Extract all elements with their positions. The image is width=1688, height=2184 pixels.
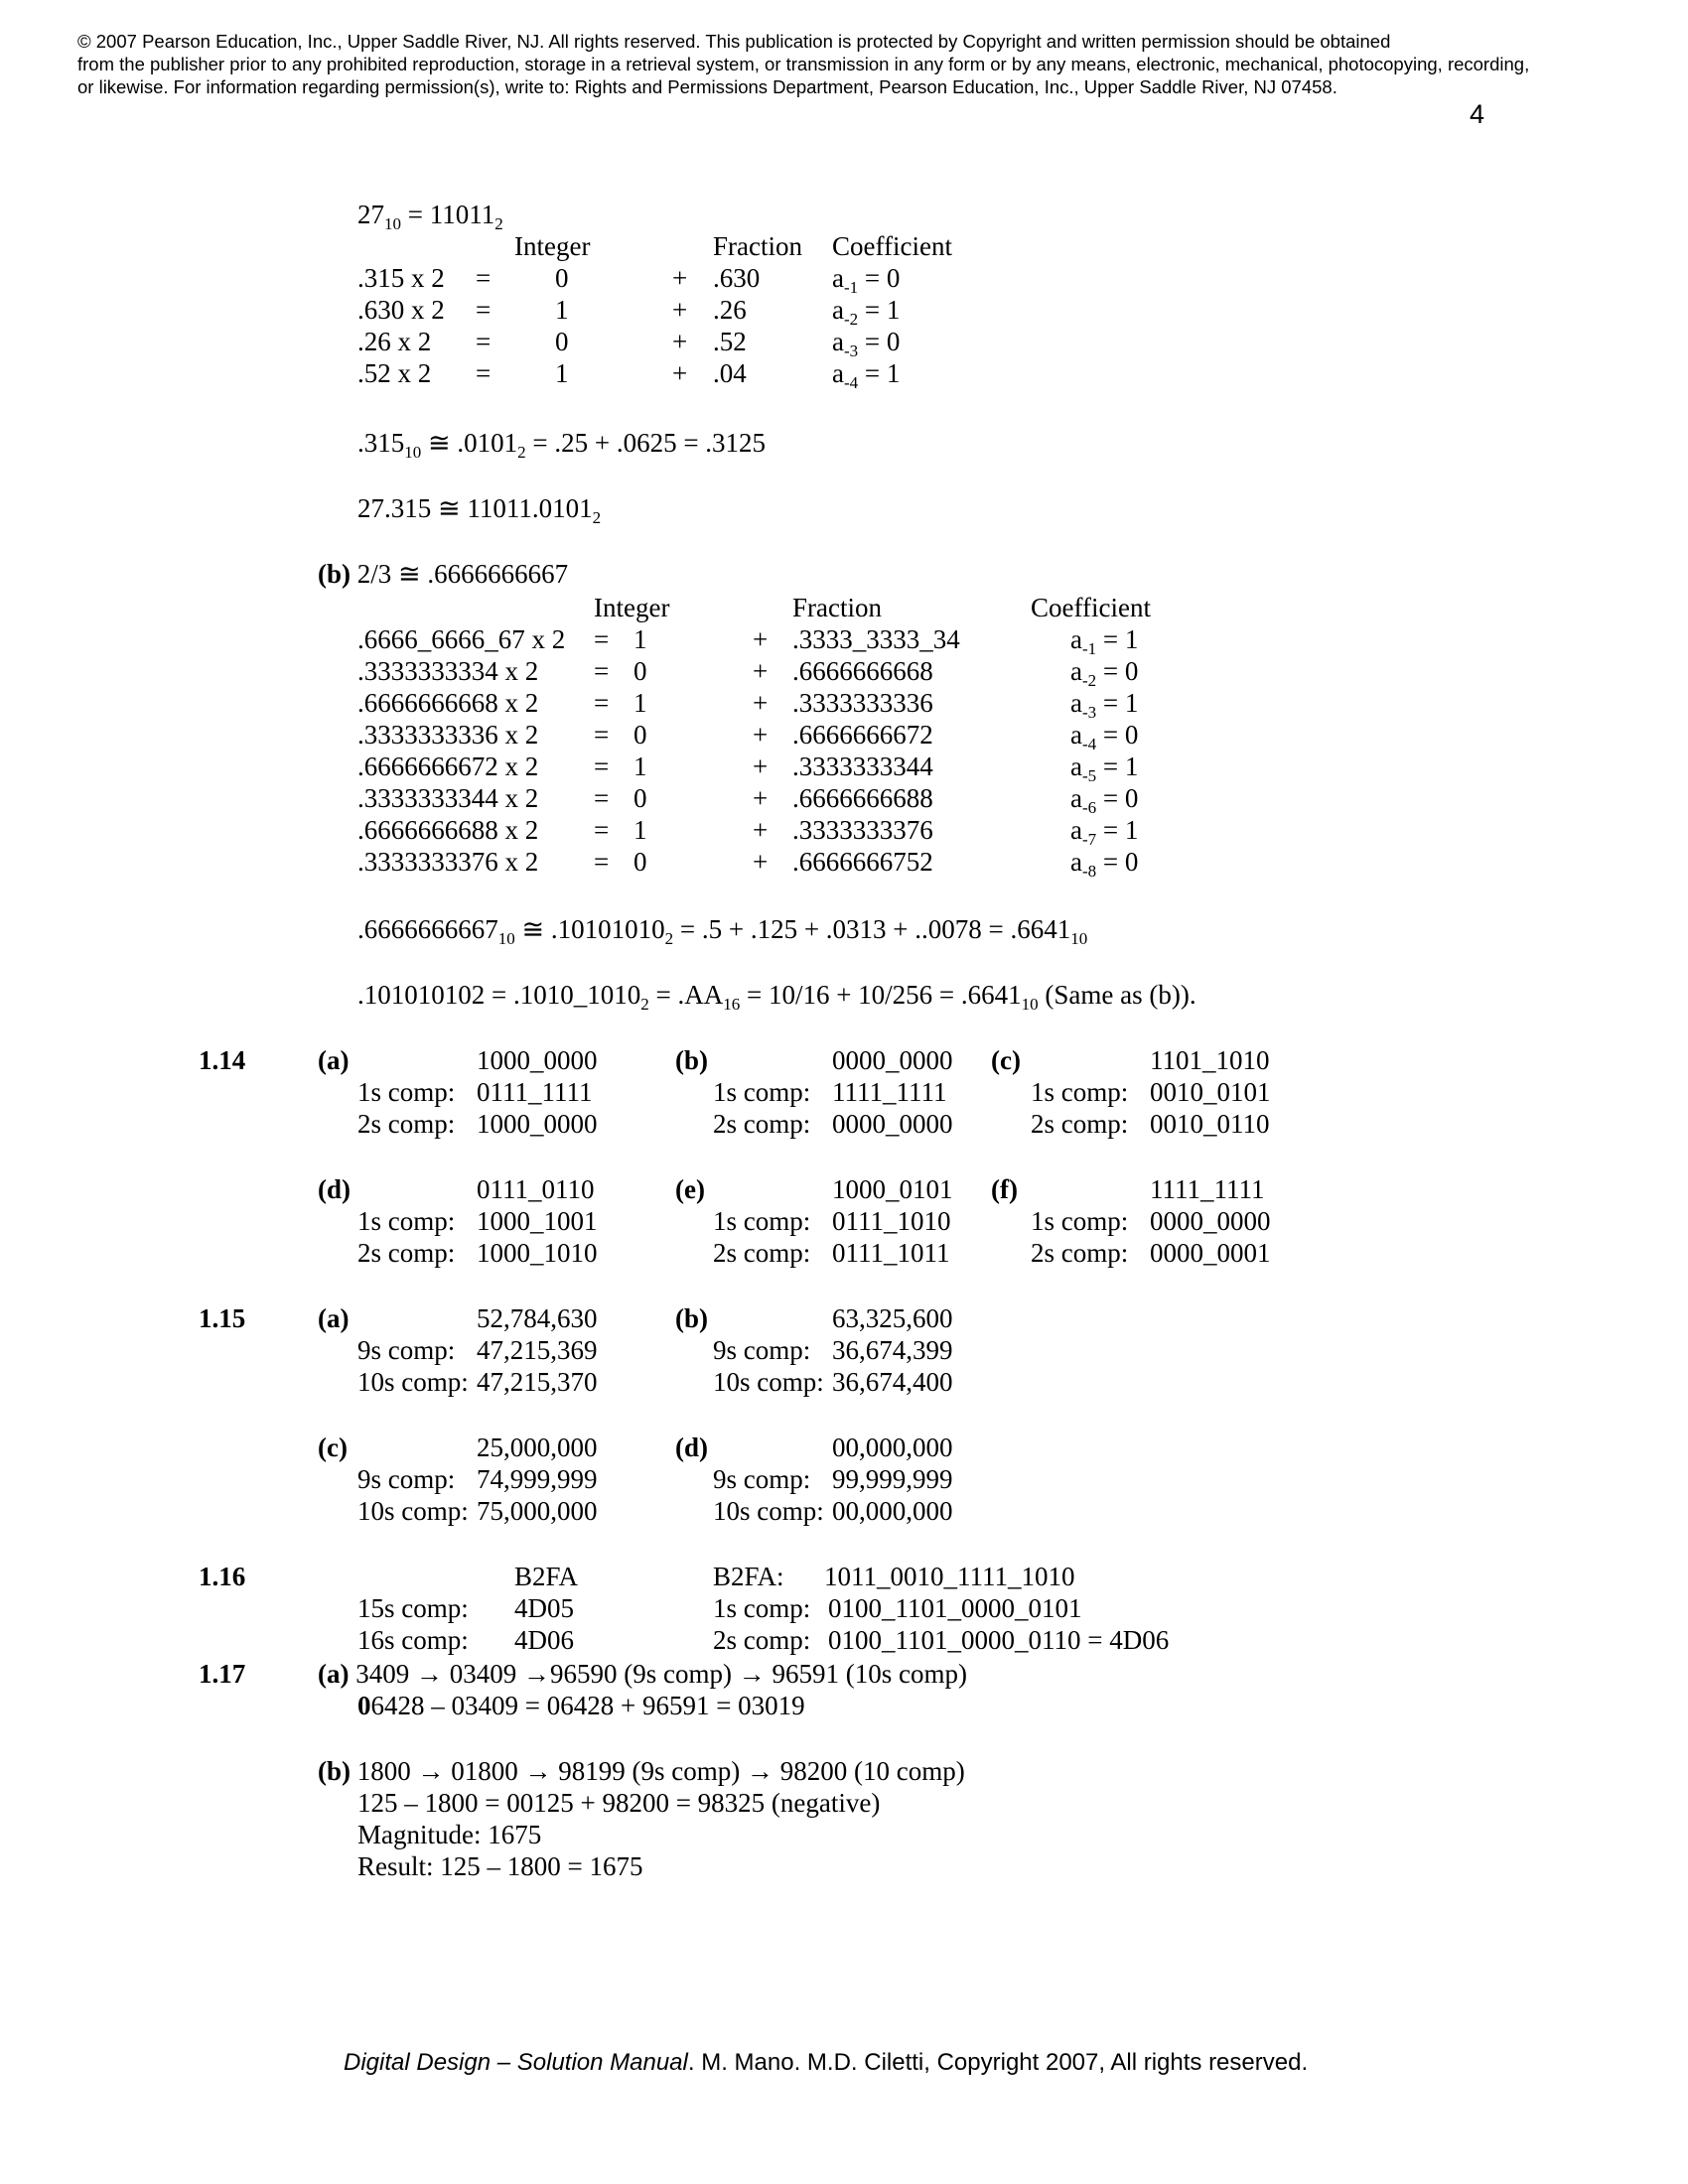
table-b-plus: + (753, 815, 769, 845)
comp-value: 1000_0000 (477, 1109, 598, 1139)
item-label: (b) (675, 1045, 708, 1075)
table-b-frac: .6666666752 (792, 847, 933, 877)
item-value: 0000_0000 (832, 1045, 953, 1075)
header-integer: Integer (514, 231, 591, 261)
item-value: 63,325,600 (832, 1303, 953, 1333)
table-b-frac: .3333333336 (792, 688, 933, 718)
table-b-eq: = (594, 688, 610, 718)
table-b-plus: + (753, 656, 769, 686)
copyright-line: or likewise. For information regarding permission(s), write to: Rights and Permissions Department, Pearson Education, Inc., Upper Saddle River, NJ 07458. (77, 76, 1337, 97)
table-a-plus: + (672, 327, 688, 356)
comp-label: 2s comp: (713, 1109, 811, 1139)
binary-value: 1011_0010_1111_1010 (824, 1562, 1075, 1591)
header-coefficient: Coefficient (832, 231, 952, 261)
comp-label: 1s comp: (357, 1077, 456, 1107)
problem-number: 1.16 (199, 1562, 246, 1591)
table-b-eq: = (594, 751, 610, 781)
comp-value: 99,999,999 (832, 1464, 953, 1494)
item-value: 1111_1111 (1150, 1174, 1265, 1204)
comp-value: 0010_0110 (1150, 1109, 1270, 1139)
table-b-frac: .3333333376 (792, 815, 933, 845)
comp-label: 1s comp: (713, 1206, 811, 1236)
table-b-plus: + (753, 624, 769, 654)
comp-value: 1000_1001 (477, 1206, 598, 1236)
part-b-line-2: 125 – 1800 = 00125 + 98200 = 98325 (negative) (357, 1788, 881, 1818)
comp-label: 1s comp: (1031, 1077, 1129, 1107)
binary-label: B2FA: (713, 1562, 784, 1591)
table-b-frac: .3333333344 (792, 751, 933, 781)
copyright-line: from the publisher prior to any prohibited reproduction, storage in a retrieval system, or transmission in any form or by any means, electronic, mechanical, photocopying, recording, (77, 54, 1530, 74)
page-number: 4 (1470, 99, 1485, 129)
table-b-coef: $a_{-2} = 0$ (1070, 656, 1139, 690)
table-a-frac: .26 (713, 295, 747, 325)
comp-label: 10s comp: (713, 1367, 824, 1397)
item-value: 25,000,000 (477, 1433, 598, 1462)
table-a-plus: + (672, 295, 688, 325)
table-a-expr: .630 x 2 (357, 295, 445, 325)
item-value: 00,000,000 (832, 1433, 953, 1462)
copyright-line: © 2007 Pearson Education, Inc., Upper Saddle River, NJ. All rights reserved. This publication is protected by Copyright and written permission should be obtained (77, 31, 1391, 52)
comp-label: 2s comp: (1031, 1238, 1129, 1268)
comp-value: 36,674,400 (832, 1367, 953, 1397)
table-b-expr: .6666_6666_67 x 2 (357, 624, 566, 654)
comp-value: 1111_1111 (832, 1077, 947, 1107)
table-a-expr: .52 x 2 (357, 358, 432, 388)
comp-label: 1s comp: (713, 1593, 811, 1623)
comp-label: 9s comp: (713, 1464, 811, 1494)
table-b-plus: + (753, 720, 769, 750)
hex-value: B2FA (514, 1562, 579, 1591)
table-b-eq: = (594, 815, 610, 845)
item-label: (c) (318, 1433, 348, 1462)
part-b-result-2: $.101010102 = .1010\_1010_2 = .AA_{16} = 10/16 + 10/256 = .6641_{10}$ (Same as (b)). (357, 980, 1196, 1014)
table-a-eq: = (476, 327, 492, 356)
table-b-coef: $a_{-1} = 1$ (1070, 624, 1139, 658)
header-integer: Integer (594, 593, 670, 622)
table-b-frac: .6666666672 (792, 720, 933, 750)
table-a-eq: = (476, 295, 492, 325)
header-fraction: Fraction (792, 593, 882, 622)
problem-number: 1.15 (199, 1303, 246, 1333)
table-b-coef: $a_{-8} = 0$ (1070, 847, 1139, 881)
comp-value: 47,215,369 (477, 1335, 598, 1365)
table-b-expr: .3333333336 x 2 (357, 720, 539, 750)
table-a-coef: $a_{-4} = 1$ (832, 358, 901, 392)
table-a-int: 0 (555, 327, 569, 356)
table-b-expr: .6666666672 x 2 (357, 751, 539, 781)
table-b-frac: .6666666668 (792, 656, 933, 686)
comp-value: 0010_0101 (1150, 1077, 1271, 1107)
comp-label: 9s comp: (357, 1335, 456, 1365)
comp-value: 0111_1011 (832, 1238, 950, 1268)
table-b-int: 1 (633, 751, 647, 781)
table-b-int: 1 (633, 624, 647, 654)
table-a-coef: $a_{-2} = 1$ (832, 295, 901, 329)
comp-value: 0000_0000 (832, 1109, 953, 1139)
table-a-plus: + (672, 263, 688, 293)
table-b-eq: = (594, 847, 610, 877)
part-b-title: (b) 2/3 ≅ .6666666667 (318, 559, 569, 589)
comp-label: 1s comp: (713, 1077, 811, 1107)
comp-value: 00,000,000 (832, 1496, 953, 1526)
footer (344, 2049, 1308, 2077)
item-value: 0111_0110 (477, 1174, 595, 1204)
table-b-eq: = (594, 624, 610, 654)
item-label: (b) (675, 1303, 708, 1333)
table-a-frac: .52 (713, 327, 747, 356)
comp-label: 2s comp: (357, 1238, 456, 1268)
comp-value: 0100_1101_0000_0101 (828, 1593, 1082, 1623)
comp-value: 74,999,999 (477, 1464, 598, 1494)
comp-label: 9s comp: (713, 1335, 811, 1365)
comp-label: 10s comp: (357, 1496, 469, 1526)
table-b-expr: .3333333334 x 2 (357, 656, 539, 686)
comp-label: 2s comp: (713, 1625, 811, 1655)
footer-credit: . M. Mano. M.D. Ciletti, Copyright 2007, All rights reserved. (687, 2049, 1309, 2076)
table-b-coef: $a_{-6} = 0$ (1070, 783, 1139, 817)
comp-value: 1000_1010 (477, 1238, 598, 1268)
table-b-plus: + (753, 847, 769, 877)
part-b-result-1: $.6666666667_{10}$ ≅ $.10101010_2 = .5 + .125 + .0313 + ..0078 = .6641_{10}$ (357, 914, 1088, 948)
comp-label: 2s comp: (357, 1109, 456, 1139)
problem-number: 1.14 (199, 1045, 246, 1075)
table-b-frac: .6666666688 (792, 783, 933, 813)
item-label: (c) (991, 1045, 1021, 1075)
comp-value: 4D05 (514, 1593, 574, 1623)
comp-value: 47,215,370 (477, 1367, 598, 1397)
comp-value: 0111_1010 (832, 1206, 951, 1236)
table-b-plus: + (753, 751, 769, 781)
item-value: 52,784,630 (477, 1303, 598, 1333)
part-b-line-3: Magnitude: 1675 (357, 1820, 542, 1849)
approx-fraction: $.315_{10}$ ≅ $.0101_2 = .25 + .0625 = .3125$ (357, 428, 767, 462)
table-b-eq: = (594, 656, 610, 686)
table-b-eq: = (594, 783, 610, 813)
equation-27-binary: $27_{10} = 11011_2$ (357, 200, 503, 233)
table-a-int: 0 (555, 263, 569, 293)
table-b-coef: $a_{-4} = 0$ (1070, 720, 1139, 753)
item-value: 1101_1010 (1150, 1045, 1270, 1075)
comp-label: 1s comp: (1031, 1206, 1129, 1236)
footer-title: Digital Design – Solution Manual (344, 2049, 688, 2076)
item-label: (a) (318, 1045, 350, 1075)
comp-value: 75,000,000 (477, 1496, 598, 1526)
table-b-int: 0 (633, 783, 647, 813)
comp-label: 15s comp: (357, 1593, 469, 1623)
table-b-int: 0 (633, 847, 647, 877)
header-coefficient: Coefficient (1031, 593, 1151, 622)
table-a-eq: = (476, 263, 492, 293)
comp-value: 0000_0001 (1150, 1238, 1271, 1268)
item-label: (d) (318, 1174, 351, 1204)
part-b-line-4: Result: 125 – 1800 = 1675 (357, 1851, 643, 1881)
problem-number: 1.17 (199, 1659, 246, 1689)
comp-label: 10s comp: (357, 1367, 469, 1397)
table-b-coef: $a_{-3} = 1$ (1070, 688, 1139, 722)
item-label: (e) (675, 1174, 705, 1204)
comp-label: 16s comp: (357, 1625, 469, 1655)
table-a-int: 1 (555, 358, 569, 388)
copyright-notice (77, 30, 1626, 98)
comp-label: 10s comp: (713, 1496, 824, 1526)
header-fraction: Fraction (713, 231, 802, 261)
item-label: (a) (318, 1303, 350, 1333)
table-b-expr: .6666666688 x 2 (357, 815, 539, 845)
table-b-int: 0 (633, 720, 647, 750)
table-a-frac: .630 (713, 263, 761, 293)
item-label: (f) (991, 1174, 1018, 1204)
table-b-int: 1 (633, 815, 647, 845)
table-a-frac: .04 (713, 358, 747, 388)
table-b-eq: = (594, 720, 610, 750)
table-b-coef: $a_{-5} = 1$ (1070, 751, 1139, 785)
comp-value: 0000_0000 (1150, 1206, 1271, 1236)
comp-label: 1s comp: (357, 1206, 456, 1236)
comp-label: 2s comp: (713, 1238, 811, 1268)
table-b-int: 1 (633, 688, 647, 718)
item-value: 1000_0000 (477, 1045, 598, 1075)
table-b-expr: .3333333344 x 2 (357, 783, 539, 813)
table-b-plus: + (753, 688, 769, 718)
comp-value: 0100_1101_0000_0110 = 4D06 (828, 1625, 1170, 1655)
table-a-coef: $a_{-3} = 0$ (832, 327, 901, 360)
part-a-line-2: 06428 – 03409 = 06428 + 96591 = 03019 (357, 1691, 805, 1720)
table-a-eq: = (476, 358, 492, 388)
table-b-expr: .3333333376 x 2 (357, 847, 539, 877)
comp-label: 2s comp: (1031, 1109, 1129, 1139)
item-label: (d) (675, 1433, 708, 1462)
table-b-plus: + (753, 783, 769, 813)
comp-value: 4D06 (514, 1625, 574, 1655)
table-b-int: 0 (633, 656, 647, 686)
part-b-line-1: (b) 1800 → 01800 → 98199 (9s comp) → 98200 (10 comp) (318, 1756, 965, 1786)
table-a-plus: + (672, 358, 688, 388)
approx-full: 27.315 ≅ $11011.0101_2$ (357, 493, 602, 527)
table-a-int: 1 (555, 295, 569, 325)
table-a-expr: .26 x 2 (357, 327, 432, 356)
comp-label: 9s comp: (357, 1464, 456, 1494)
table-b-frac: .3333_3333_34 (792, 624, 960, 654)
table-a-coef: $a_{-1} = 0$ (832, 263, 901, 297)
comp-value: 36,674,399 (832, 1335, 953, 1365)
table-b-expr: .6666666668 x 2 (357, 688, 539, 718)
comp-value: 0111_1111 (477, 1077, 593, 1107)
table-a-expr: .315 x 2 (357, 263, 445, 293)
item-value: 1000_0101 (832, 1174, 953, 1204)
part-a-line-1: (a) 3409 → 03409 →96590 (9s comp) → 96591 (10s comp) (318, 1659, 967, 1689)
table-b-coef: $a_{-7} = 1$ (1070, 815, 1139, 849)
